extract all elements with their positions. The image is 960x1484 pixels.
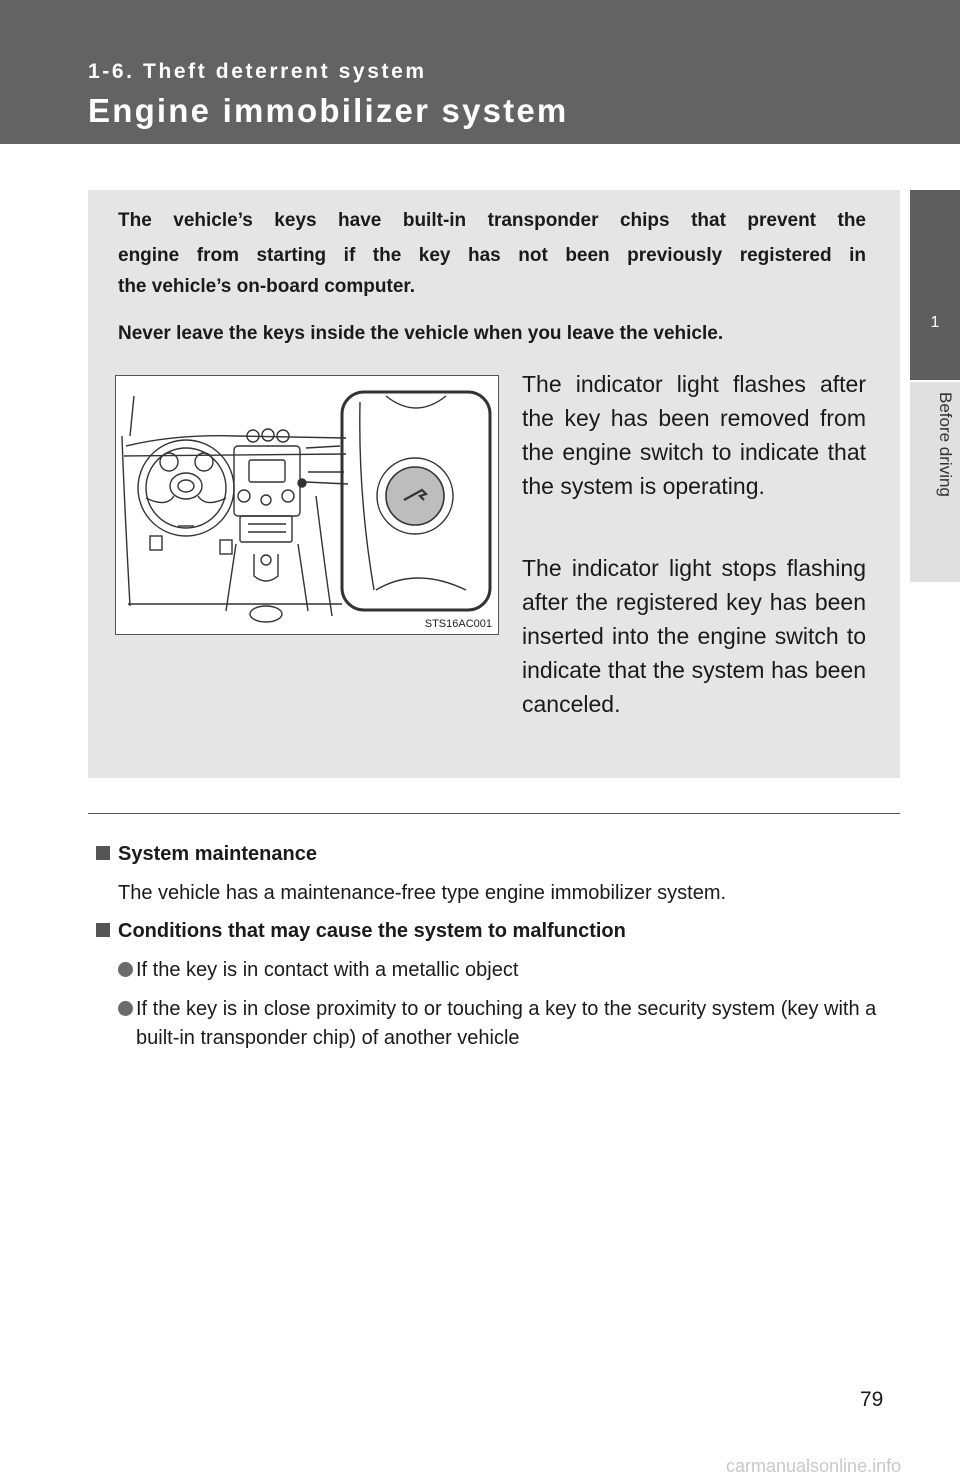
- section-label: 1-6. Theft deterrent system: [88, 60, 427, 83]
- intro-line-1: The vehicle’s keys have built-in transponder chips that prevent the: [118, 210, 866, 231]
- page-number: 79: [860, 1388, 884, 1411]
- list-item-text: If the key is in contact with a metallic object: [136, 959, 519, 981]
- square-bullet-icon: [96, 923, 110, 937]
- circle-bullet-icon: [118, 1001, 133, 1016]
- circle-bullet-icon: [118, 962, 133, 977]
- dashboard-illustration: [116, 376, 498, 634]
- page-title: Engine immobilizer system: [88, 92, 569, 129]
- square-bullet-icon: [96, 846, 110, 860]
- heading-text: System maintenance: [118, 843, 317, 865]
- intro-line-2: engine from starting if the key has not been previously registered in: [118, 245, 866, 266]
- figure-code: STS16AC001: [424, 618, 492, 630]
- maintenance-text: The vehicle has a maintenance-free type engine immobilizer system.: [118, 882, 727, 904]
- heading-malfunction-conditions: [96, 918, 626, 944]
- chapter-number: 1: [930, 314, 940, 331]
- watermark: carmanualsonline.info: [726, 1456, 902, 1476]
- indicator-stop-text: The indicator light stops flashing after the registered key has been inserted into the engine switch to indicate that the system has been canceled.: [522, 555, 866, 717]
- heading-text: Conditions that may cause the system to malfunction: [118, 920, 626, 942]
- chapter-tab: [910, 190, 960, 380]
- section-divider: [88, 813, 900, 814]
- heading-system-maintenance: [96, 841, 317, 867]
- intro-line-3: the vehicle’s on-board computer.: [118, 276, 416, 297]
- key-warning: Never leave the keys inside the vehicle when you leave the vehicle.: [118, 323, 724, 344]
- list-item: [118, 995, 888, 1053]
- list-item: [118, 956, 888, 985]
- chapter-label: Before driving: [936, 392, 955, 497]
- indicator-flash-text: The indicator light flashes after the key has been removed from the engine switch to indicate that the system is operating.: [522, 371, 866, 499]
- list-item-text: If the key is in close proximity to or touching a key to the security system (key with a built-in transponder chip) of another vehicle: [136, 998, 877, 1049]
- dashboard-figure: [115, 375, 499, 635]
